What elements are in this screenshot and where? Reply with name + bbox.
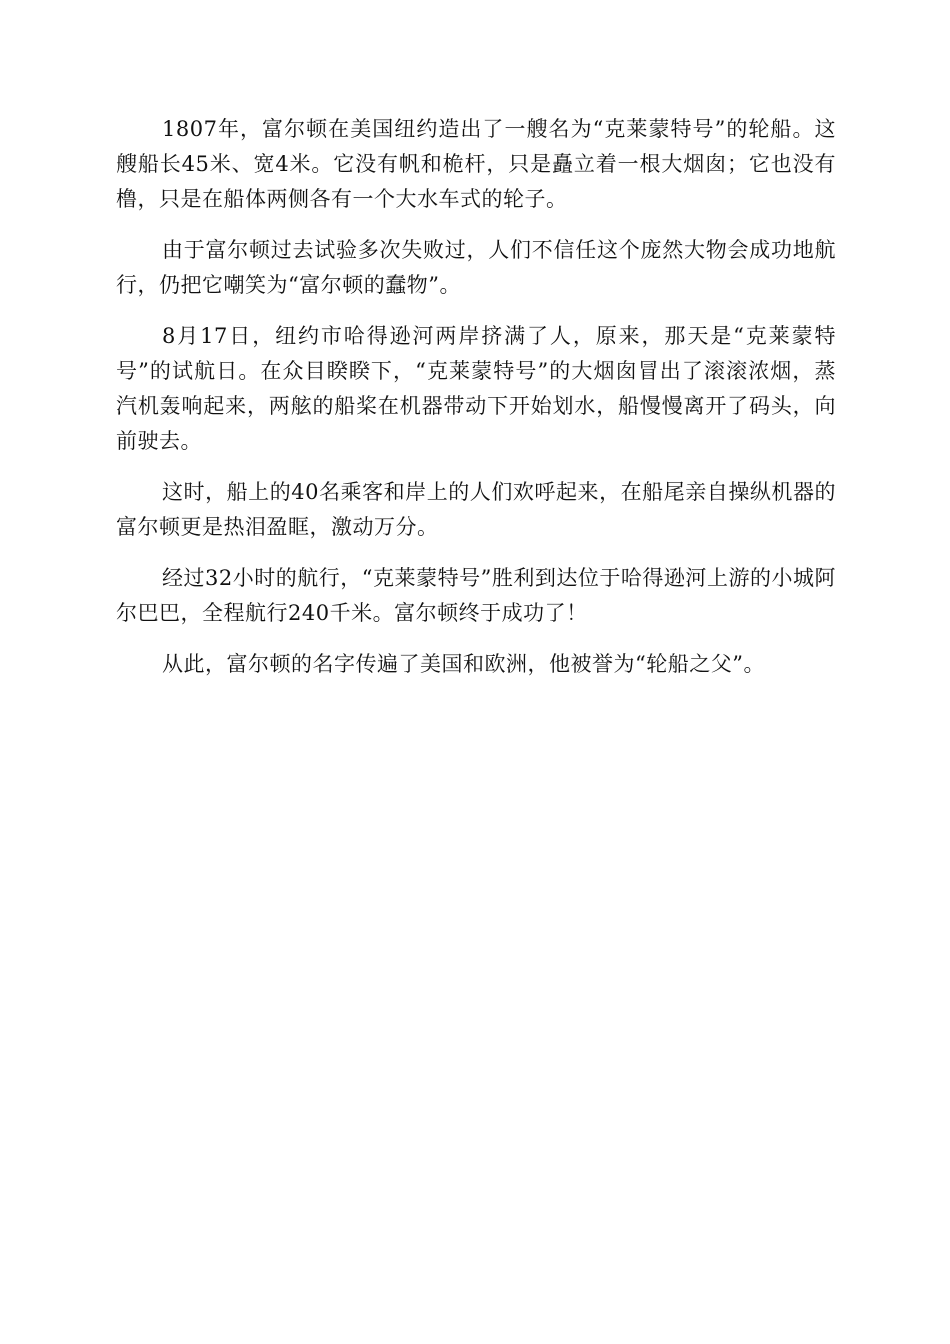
document-body	[116, 112, 836, 698]
paragraph-6: 从此，富尔顿的名字传遍了美国和欧洲，他被誉为“轮船之父”。	[162, 652, 765, 676]
paragraph-1: 1807年，富尔顿在美国纽约造出了一艘名为“克莱蒙特号”的轮船。这艘船长45米、宽4米。它没有帆和桅杆，只是矗立着一根大烟囱；它也没有橹，只是在船体两侧各有一个大水车式的轮子。	[116, 117, 836, 211]
paragraph-3: 8月17日，纽约市哈得逊河两岸挤满了人，原来，那天是“克莱蒙特号”的试航日。在众目睽睽下，“克莱蒙特号”的大烟囱冒出了滚滚浓烟，蒸汽机轰响起来，两舷的船桨在机器带动下开始划水，船慢慢离开了码头，向前驶去。	[116, 324, 836, 453]
paragraph-2: 由于富尔顿过去试验多次失败过，人们不信任这个庞然大物会成功地航行，仍把它嘲笑为“富尔顿的蠢物”。	[116, 238, 836, 297]
paragraph-5: 经过32小时的航行，“克莱蒙特号”胜利到达位于哈得逊河上游的小城阿尔巴巴，全程航行240千米。富尔顿终于成功了！	[116, 566, 836, 625]
paragraph-4: 这时，船上的40名乘客和岸上的人们欢呼起来，在船尾亲自操纵机器的富尔顿更是热泪盈眶，激动万分。	[116, 480, 836, 539]
